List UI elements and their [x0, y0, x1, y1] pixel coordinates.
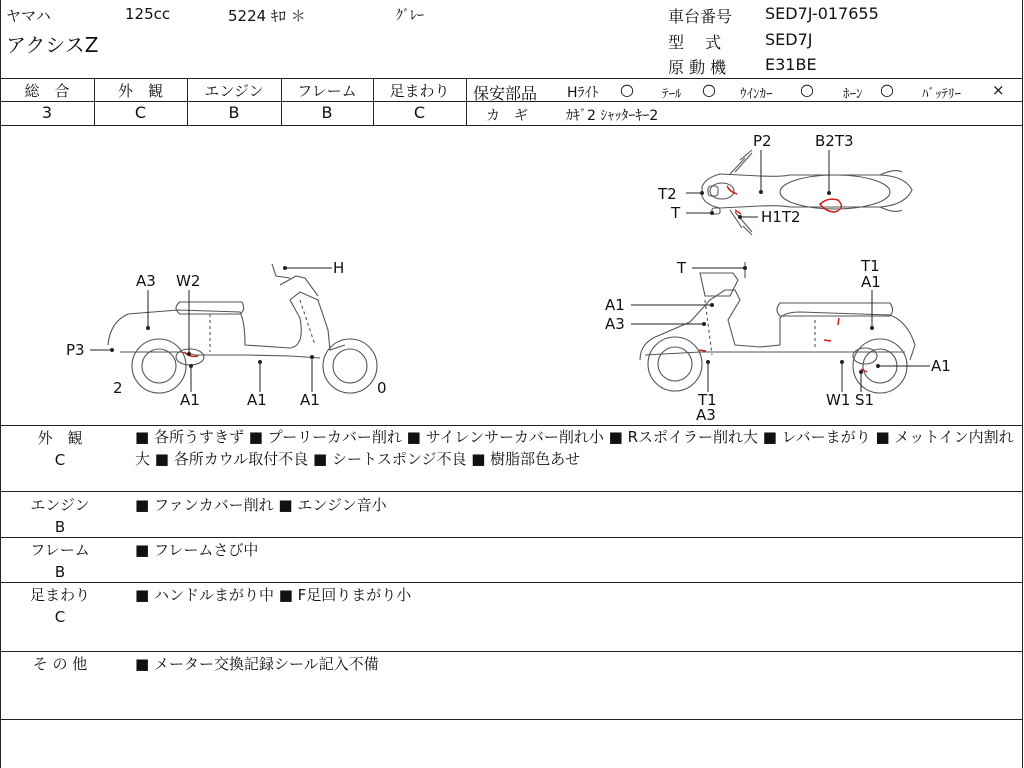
rule-remark-4 [0, 651, 1023, 652]
safety-winker: ｳｲﾝｶｰ [740, 87, 773, 102]
label-top-t2: T2 [658, 185, 677, 203]
remark-cat-label: フレーム [30, 541, 90, 559]
label-right-a1-top: A1 [861, 273, 881, 291]
remark-cat-frame [10, 539, 110, 583]
rule-remark-5 [0, 719, 1023, 720]
type-label: 型 式 [668, 33, 722, 52]
remark-cat-grade: B [54, 563, 66, 581]
safety-tail-mark: ○ [702, 80, 716, 99]
grade-suspension-value: C [413, 103, 426, 122]
remark-cat-grade: C [54, 608, 66, 626]
label-right-s1: S1 [855, 391, 875, 409]
frame-no-label: 車台番号 [668, 7, 733, 26]
remark-text-exterior: ■ 各所うすきず ■ プーリーカバー削れ ■ サイレンサーカバー削れ小 ■ Rスポイラー削れ大 ■ レバーまがり ■ メットイン内割れ大 ■ 各所カウル取付不良 ■ シートスポンジ不良 ■ 樹脂部色あせ [135, 428, 1014, 468]
label-right-t1-bottom: T1 [698, 391, 717, 409]
grade-engine-value: B [228, 103, 240, 122]
label-left-a1-1: A1 [180, 391, 200, 409]
label-top-b2t3: B2T3 [815, 132, 854, 150]
mileage: 5224 ｷﾛ ＊ [228, 7, 306, 25]
label-right-t1-top: T1 [861, 257, 880, 275]
remark-cat-exterior [10, 427, 110, 471]
label-left-a3: A3 [136, 272, 156, 290]
label-right-a3-bottom: A3 [696, 406, 716, 424]
label-left-h: H [333, 259, 345, 277]
safety-headlight: Hﾗｲﾄ [567, 85, 599, 101]
remark-cat-grade: B [54, 518, 66, 536]
label-top-p2: P2 [753, 132, 772, 150]
safety-label: 保安部品 [473, 84, 538, 103]
key-value: ｶｷﾞ2 ｼｬｯﾀｰｷｰ2 [566, 108, 659, 124]
engine-label: 原 動 機 [668, 58, 727, 77]
label-right-a3-mid: A3 [605, 315, 625, 333]
label-left-w2: W2 [176, 272, 201, 290]
label-right-w1: W1 [826, 391, 851, 409]
remark-text-other: ■ メーター交換記録シール記入不備 [135, 655, 379, 673]
remark-cat-label: 外 観 [37, 429, 83, 447]
remark-text-frame: ■ フレームさび中 [135, 541, 259, 559]
engine-value: E31BE [765, 55, 817, 74]
label-left-a1-2: A1 [247, 391, 267, 409]
remark-cat-label: そ の 他 [32, 655, 88, 673]
leader-lines [90, 150, 930, 392]
grade-col-5 [466, 78, 467, 125]
displacement: 125cc [125, 5, 171, 23]
grade-frame-label: フレーム [297, 82, 357, 100]
rule-remark-3 [0, 582, 1023, 583]
grade-exterior-value: C [134, 103, 147, 122]
damage-diagram [1, 126, 1023, 424]
rule-remark-2 [0, 537, 1023, 538]
grade-suspension-label: 足まわり [389, 82, 450, 100]
label-right-a1-mid: A1 [605, 296, 625, 314]
remark-cat-engine [10, 494, 110, 538]
type-value: SED7J [765, 30, 813, 49]
safety-battery-mark: × [992, 81, 1005, 99]
remark-text-engine: ■ ファンカバー削れ ■ エンジン音小 [135, 496, 387, 514]
label-right-a1-rear: A1 [931, 357, 951, 375]
label-left-a1-3: A1 [300, 391, 320, 409]
grade-exterior-label: 外 観 [117, 82, 163, 100]
model-name: アクシスZ [6, 33, 99, 57]
label-right-t: T [677, 259, 687, 277]
maker: ヤマハ [6, 7, 51, 25]
grade-overall-label: 総 合 [24, 82, 70, 100]
label-left-p3: P3 [66, 341, 85, 359]
remark-cat-other [10, 653, 110, 675]
rule-header-bottom [0, 78, 1023, 79]
grade-frame-value: B [321, 103, 333, 122]
safety-battery: ﾊﾞｯﾃﾘｰ [922, 87, 961, 102]
label-left-0: 0 [377, 379, 387, 397]
safety-tail: ﾃｰﾙ [662, 87, 682, 102]
safety-horn: ﾎｰﾝ [843, 87, 863, 102]
remark-cat-grade: C [54, 451, 66, 469]
label-left-2: 2 [113, 379, 123, 397]
key-label: カ ギ [486, 108, 528, 124]
label-top-t: T [671, 204, 681, 222]
safety-headlight-mark: ○ [620, 80, 634, 99]
grade-engine-label: エンジン [204, 82, 264, 100]
label-top-h1t2: H1T2 [761, 208, 801, 226]
remark-cat-suspension [10, 584, 110, 628]
safety-winker-mark: ○ [800, 80, 814, 99]
remark-cat-label: 足まわり [29, 586, 90, 604]
frame-no: SED7J-017655 [765, 4, 879, 23]
color: ｸﾞﾚｰ [396, 8, 424, 24]
remark-text-suspension: ■ ハンドルまがり中 ■ F足回りまがり小 [135, 586, 412, 604]
safety-horn-mark: ○ [880, 80, 894, 99]
rule-remark-1 [0, 491, 1023, 492]
remark-cat-label: エンジン [30, 496, 90, 514]
grade-overall-value: 3 [41, 103, 53, 122]
